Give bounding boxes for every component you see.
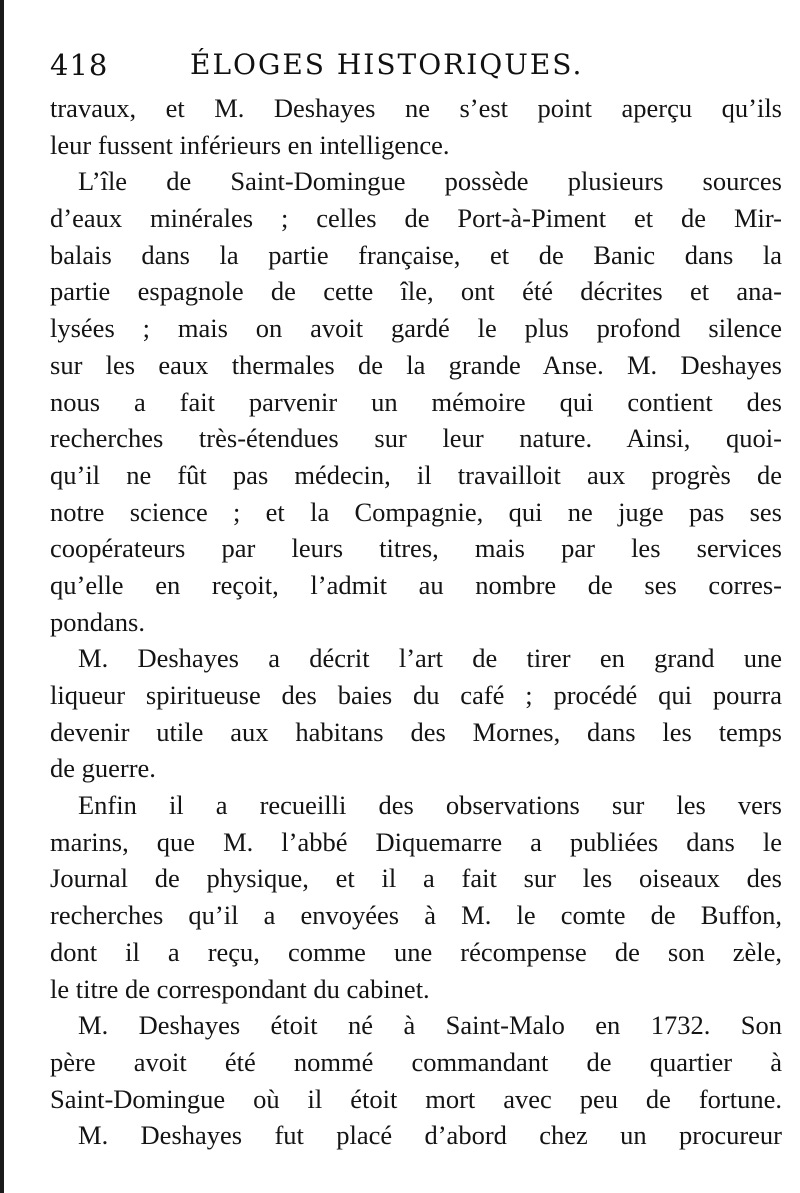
text-line: père avoit été nommé commandant de quartier à bbox=[50, 1046, 782, 1077]
text-line: pondans. bbox=[50, 606, 145, 637]
text-line: nous a fait parvenir un mémoire qui contient des bbox=[50, 386, 782, 417]
text-line: devenir utile aux habitans des Mornes, dans les temps bbox=[50, 716, 782, 747]
paragraph-start-line: Enfin il a recueilli des observations sur les vers bbox=[78, 790, 782, 821]
paragraph-start-line: M. Deshayes étoit né à Saint-Malo en 1732. Son bbox=[78, 1010, 782, 1041]
text-line: balais dans la partie française, et de Banic dans la bbox=[50, 239, 782, 270]
page-number: 418 bbox=[50, 48, 109, 82]
text-line: qu’elle en reçoit, l’admit au nombre de ses corres- bbox=[50, 569, 782, 600]
running-title: ÉLOGES HISTORIQUES. bbox=[190, 48, 584, 81]
page-edge-shadow bbox=[0, 0, 4, 1193]
text-line: dont il a reçu, comme une récompense de son zèle, bbox=[50, 936, 782, 967]
text-line: de guerre. bbox=[50, 753, 156, 784]
text-line: lysées ; mais on avoit gardé le plus profond silence bbox=[50, 313, 782, 344]
text-line: coopérateurs par leurs titres, mais par les services bbox=[50, 533, 782, 564]
text-line: sur les eaux thermales de la grande Anse. M. Deshayes bbox=[50, 349, 782, 380]
text-line: qu’il ne fût pas médecin, il travailloit aux progrès de bbox=[50, 459, 782, 490]
text-line: recherches qu’il a envoyées à M. le comte de Buffon, bbox=[50, 900, 782, 931]
text-line: notre science ; et la Compagnie, qui ne juge pas ses bbox=[50, 496, 782, 527]
text-line: travaux, et M. Deshayes ne s’est point aperçu qu’ils bbox=[50, 93, 782, 123]
text-line: leur fussent inférieurs en intelligence. bbox=[50, 129, 450, 160]
text-line: le titre de correspondant du cabinet. bbox=[50, 973, 430, 1004]
text-line: Journal de physique, et il a fait sur les oiseaux des bbox=[50, 863, 782, 894]
paragraph-start-line: L’île de Saint-Domingue possède plusieurs sources bbox=[78, 166, 782, 197]
paragraph-start-line: M. Deshayes fut placé d’abord chez un procureur bbox=[78, 1120, 782, 1151]
body-text bbox=[50, 90, 782, 1154]
text-line: Saint-Domingue où il étoit mort avec peu de fortune. bbox=[50, 1083, 782, 1114]
text-line: partie espagnole de cette île, ont été décrites et ana- bbox=[50, 276, 782, 307]
text-line: recherches très-étendues sur leur nature. Ainsi, quoi- bbox=[50, 423, 782, 454]
text-line: marins, que M. l’abbé Diquemarre a publiées dans le bbox=[50, 826, 782, 857]
text-line: d’eaux minérales ; celles de Port-à-Piment et de Mir- bbox=[50, 203, 782, 234]
text-line: liqueur spiritueuse des baies du café ; procédé qui pourra bbox=[50, 680, 782, 710]
page-header bbox=[50, 46, 770, 90]
paragraph-start-line: M. Deshayes a décrit l’art de tirer en grand une bbox=[78, 643, 782, 674]
